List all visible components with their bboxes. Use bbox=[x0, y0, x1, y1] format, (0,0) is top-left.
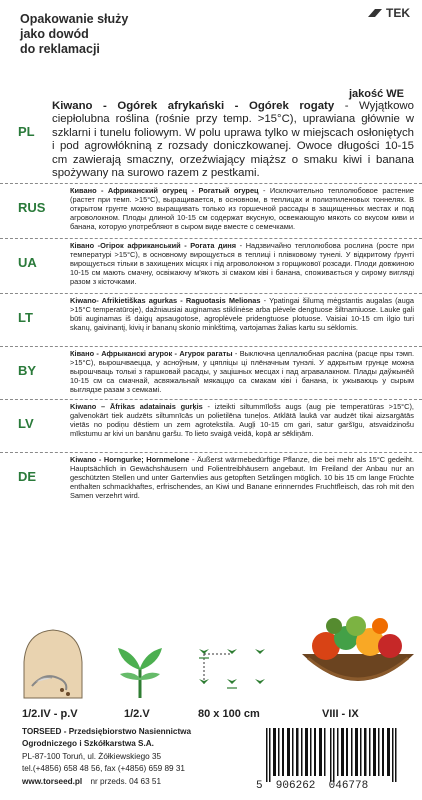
company-phone: tel.(+4856) 658 48 56, fax (+4856) 659 89 31 bbox=[22, 764, 185, 774]
section-title: Kiwano - Ogórek afrykański - Ogórek rogaty bbox=[52, 100, 335, 112]
barcode-digits: 5 906262 046778 bbox=[256, 780, 369, 792]
company-address: PL-87-100 Toruń, ul. Żółkiewskiego 35 bbox=[22, 751, 162, 761]
header bbox=[0, 0, 422, 100]
seedling-icon bbox=[112, 640, 168, 700]
company-line: Ogrodniczego i Szkółkarstwa S.A. bbox=[22, 739, 154, 749]
section-title: Kiwano – Āfrikas adatainais gurķis bbox=[70, 402, 203, 411]
brand-name: TEK bbox=[386, 6, 410, 20]
section-body: - Выключна цеплалюбная расліна (расце пры тэмп. >15°C), вырошчваецца, у асноўным, у цяпліцы ці плёначным тунэлі. У адкрытым грунце можна вырошчваць толькі з гаршковай расады, у зацішных месцах і пад агравалакном. Плады даўжынёй 10-15 см са смачнай, асвяжальнай мякаццю са смакам ківі і банана, іх ужываюць у сырым выглядзе разам з семкамі. bbox=[70, 349, 414, 395]
company-website: www.torseed.pl bbox=[22, 776, 83, 786]
section-lt bbox=[0, 293, 422, 346]
section-body: - Äußerst wärmebedürftige Pflanze, die bei mehr als 15°C gedeiht. Hauptsächlich in Gewächshäusern und Folientreibhäusern angebaut. Im Freiland der Anbau nur an geschützten Stellen und unter Gartenvlies aus getopften Setzlingen möglich. 10 bis 15 cm lange Früchte enthalten schmackhaftes, erfrischendes, an Kiwi und Banane erinnerndes Fruchtfleisch, das roh mit den Samen verzehrt wird. bbox=[70, 455, 414, 501]
section-text bbox=[18, 455, 414, 503]
lang-code: UA bbox=[18, 255, 37, 270]
notice-line: Opakowanie służy bbox=[20, 12, 129, 26]
lang-code: LV bbox=[18, 416, 34, 431]
sowing-period: 1/2.IV - p.V bbox=[22, 708, 78, 720]
section-title: Kiwano- Afrikietiškas agurkas - Raguotasis Melionas bbox=[70, 296, 261, 305]
barcode-bars bbox=[256, 728, 416, 782]
harvest-period: VIII - IX bbox=[322, 708, 359, 720]
lang-code: LT bbox=[18, 310, 33, 325]
section-text bbox=[18, 186, 414, 235]
planting-period: 1/2.V bbox=[124, 708, 150, 720]
spacing-icon bbox=[196, 640, 268, 700]
section-text bbox=[0, 100, 414, 180]
section-title: Kiwano - Horngurke; Hornmelone bbox=[70, 455, 190, 464]
brand-logo bbox=[367, 6, 410, 20]
section-body: - Wyjątkowo ciepłolubna roślina (rośnie przy temp. >15°C), uprawiana głównie w szklarni i tunelu foliowym. W polu uprawa tylko w miejscach osłoniętych i pod agrowłókniną z rozsady doniczkowanej. Owoce długości 10-15 cm zawierają smaczny, orzeźwiający miąższ o smaku kiwi i banana spożywany na surowo razem z pestkami. bbox=[52, 100, 414, 180]
section-title: Кивано - Африканский огурец - Рогатый огурец bbox=[70, 186, 259, 195]
company-batch: nr przeds. 04 63 51 bbox=[90, 776, 162, 786]
section-by bbox=[0, 346, 422, 399]
section-body: - Ypatingai šilumą mėgstantis augalas (auga >15°C temperatūroje), dažniausiai auginamas stiklinėse arba plėvele dengtuose šiltnamiuose. Lauke gali būti auginamas iš daigų apsaugotose, agroplėvele pridengtuose plotuose. Vaisiai 10-15 cm ilgio turi skanų, gaivinantį, kivių ir bananų skonio minkštimą, vartojamas žalias kartu su sėklomis. bbox=[70, 296, 414, 333]
section-title: Ківано - Афрыканскі агурок - Агурок рагаты bbox=[70, 349, 233, 358]
section-ua bbox=[0, 238, 422, 293]
section-body: - Надзвичайно теплолюбова рослина (росте при температурі >15°C), в основному вирощується в теплиці і плівковому тунелі. У відкритому ґрунті вирощується тільки в захищених місцях і під агроволокном з горщикової розсади. Плоди довжиною 10-15 см мають смачну, освіжаючу м'якоть зі смаком ківі і банана, споживається у сирому вигляді разом з кісточками. bbox=[70, 241, 414, 287]
company-info bbox=[22, 726, 262, 788]
section-text bbox=[18, 241, 414, 290]
brand-leaf-icon bbox=[367, 7, 383, 19]
section-rus bbox=[0, 183, 422, 238]
company-web-row bbox=[22, 776, 262, 788]
plant-spacing: 80 x 100 cm bbox=[198, 708, 260, 720]
quality-label: jakość WE bbox=[348, 88, 404, 100]
section-body: - izteikti siltummīlošs augs (aug pie temperatūras >15°C), galvenokārt tiek audzēts siltumnīcās un polietilēna tuneļos. Atklātā laukā var audzēt tikai aizsargātās vietās no podiņu dēstiem un zem agrotekstila. Augļi 10-15 cm gari, satur garšīgu, atsvaidzinošu mīkstumu ar kivi un banānu garšu. To lieto svaigā veidā, kopā ar sēkliņām. bbox=[70, 402, 414, 439]
section-de bbox=[0, 452, 422, 506]
language-sections bbox=[0, 98, 422, 506]
section-lv bbox=[0, 399, 422, 452]
complaint-notice bbox=[20, 12, 180, 57]
section-text bbox=[18, 296, 414, 343]
lang-code: RUS bbox=[18, 200, 46, 215]
section-body: - Исключительно теплолюбовое растение (растет при темп. >15°C), выращивается, в основном, в теплицах и полиэтиленовых тоннелях. В открытом грунте можно выращивать только из горшечной рассады в защищенных местах и под агроволокном. Плоды длиной 10-15 см содержат вкусную, освежающую мякоть со вкусом киви и банана, которую употребляют в сыром виде вместе с семечками. bbox=[70, 186, 414, 232]
lang-code: DE bbox=[18, 469, 37, 484]
lang-code: PL bbox=[18, 124, 35, 139]
company-name: TORSEED - Przedsiębiorstwo Nasiennictwa bbox=[22, 727, 192, 736]
lang-code: BY bbox=[18, 363, 37, 378]
sowing-icon bbox=[22, 628, 84, 700]
section-text bbox=[18, 402, 414, 449]
barcode bbox=[256, 728, 416, 796]
section-pl bbox=[0, 98, 422, 183]
notice-line: jako dowód bbox=[20, 27, 89, 41]
section-text bbox=[18, 349, 414, 396]
vegetable-basket-photo bbox=[296, 612, 420, 706]
notice-line: do reklamacji bbox=[20, 42, 100, 56]
section-title: Ківано -Огірок африканський - Рогата диня bbox=[70, 241, 237, 250]
